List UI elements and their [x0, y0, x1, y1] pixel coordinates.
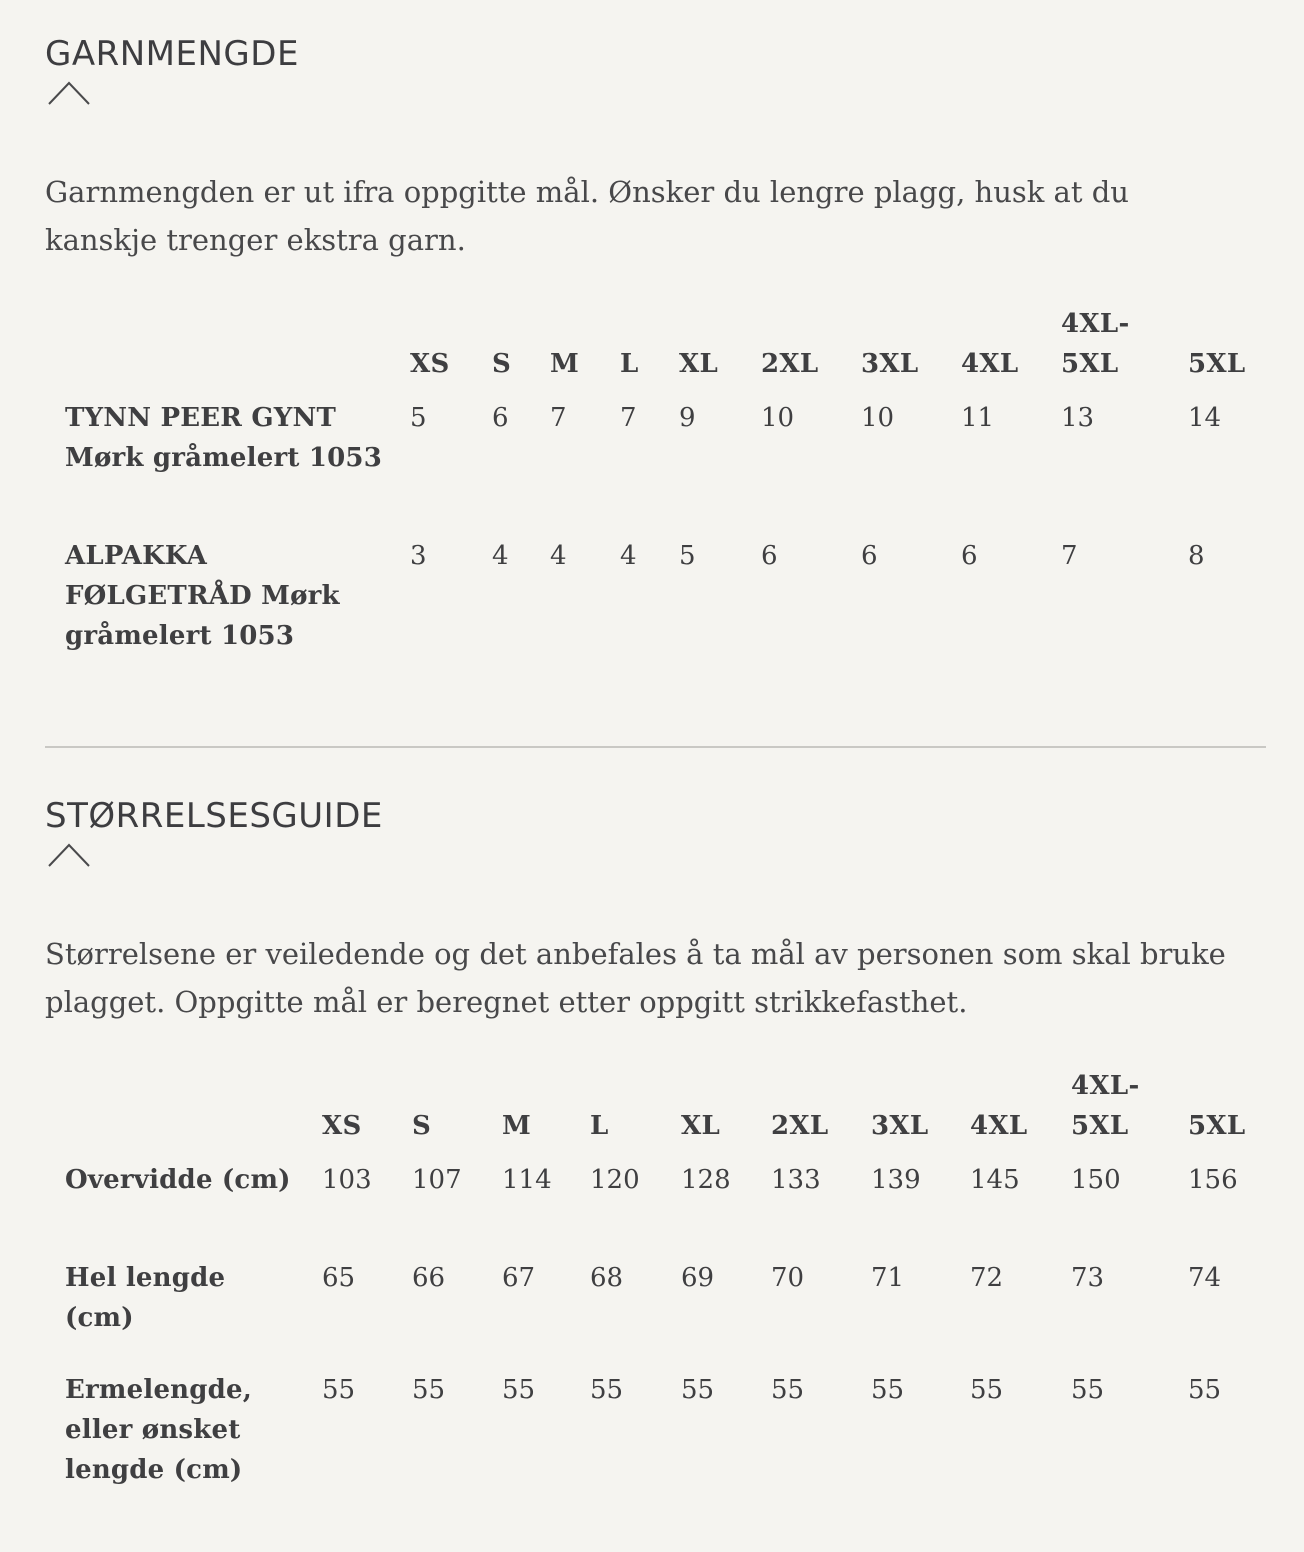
yarn-cell: 7 — [620, 403, 637, 433]
size-guide-table — [45, 1060, 1266, 1500]
size-header: M — [502, 1111, 532, 1141]
size-cell: 139 — [871, 1165, 921, 1195]
chevron-up-icon[interactable] — [47, 80, 91, 106]
yarn-cell: 10 — [861, 403, 895, 433]
size-cell: 69 — [681, 1263, 715, 1293]
size-guide-intro-text: Størrelsene er veiledende og det anbefales å ta mål av personen som skal bruke plagget. Oppgitte mål er beregnet etter oppgitt strikkefasthet. — [45, 937, 1226, 1019]
yarn-cell: 4 — [492, 541, 509, 571]
yarn-cell: 3 — [410, 541, 427, 571]
size-header: 3XL — [871, 1111, 929, 1141]
yarn-size-header: 4XL — [961, 349, 1019, 379]
yarn-cell: 4 — [550, 541, 567, 571]
size-cell: 55 — [590, 1375, 624, 1405]
section-divider — [45, 746, 1266, 748]
size-cell: 133 — [771, 1165, 821, 1195]
yarn-cell: 10 — [761, 403, 795, 433]
size-row-label: Ermelengde, eller ønsket lengde (cm) — [65, 1375, 253, 1485]
yarn-size-header: 5XL — [1188, 349, 1246, 379]
size-cell: 55 — [502, 1375, 536, 1405]
yarn-section-title[interactable]: GARNMENGDE — [45, 34, 299, 74]
size-cell: 128 — [681, 1165, 731, 1195]
yarn-size-header: 3XL — [861, 349, 919, 379]
yarn-row-label: ALPAKKA FØLGETRÅD Mørk gråmelert 1053 — [65, 541, 340, 651]
yarn-row-label: TYNN PEER GYNT Mørk gråmelert 1053 — [65, 403, 383, 473]
size-cell: 55 — [322, 1375, 356, 1405]
yarn-cell: 4 — [620, 541, 637, 571]
size-row-label: Hel lengde (cm) — [65, 1263, 226, 1333]
yarn-intro-text: Garnmengden er ut ifra oppgitte mål. Ønsker du lengre plagg, husk at du kanskje trenger ekstra garn. — [45, 175, 1129, 257]
yarn-size-header: M — [550, 349, 580, 379]
yarn-cell: 7 — [1061, 541, 1078, 571]
size-header: 5XL — [1188, 1111, 1246, 1141]
size-cell: 55 — [412, 1375, 446, 1405]
size-header: 4XL — [970, 1111, 1028, 1141]
size-cell: 145 — [970, 1165, 1020, 1195]
yarn-cell: 5 — [410, 403, 427, 433]
yarn-section — [45, 0, 1266, 740]
size-header-row — [45, 1060, 1266, 1146]
size-cell: 73 — [1071, 1263, 1105, 1293]
yarn-cell: 6 — [492, 403, 509, 433]
table-row — [45, 384, 1266, 536]
yarn-cell: 11 — [961, 403, 995, 433]
size-cell: 55 — [1071, 1375, 1105, 1405]
chevron-up-icon[interactable] — [47, 842, 91, 868]
size-guide-section — [45, 760, 1266, 1552]
size-header: S — [412, 1111, 432, 1141]
size-cell: 55 — [970, 1375, 1004, 1405]
yarn-cell: 6 — [861, 541, 878, 571]
yarn-size-header: XS — [410, 349, 450, 379]
size-cell: 70 — [771, 1263, 805, 1293]
size-header: 4XL-5XL — [1071, 1071, 1140, 1141]
size-cell: 156 — [1188, 1165, 1238, 1195]
size-cell: 120 — [590, 1165, 640, 1195]
size-row-label: Overvidde (cm) — [65, 1165, 291, 1195]
yarn-size-header: 2XL — [761, 349, 819, 379]
size-header: 2XL — [771, 1111, 829, 1141]
size-cell: 103 — [322, 1165, 372, 1195]
table-row — [45, 536, 1266, 676]
yarn-cell: 7 — [550, 403, 567, 433]
size-cell: 114 — [502, 1165, 552, 1195]
yarn-cell: 6 — [761, 541, 778, 571]
yarn-size-header: XL — [679, 349, 719, 379]
size-cell: 72 — [970, 1263, 1004, 1293]
size-cell: 150 — [1071, 1165, 1121, 1195]
yarn-header-row — [45, 298, 1266, 384]
yarn-cell: 5 — [679, 541, 696, 571]
size-cell: 65 — [322, 1263, 356, 1293]
size-cell: 67 — [502, 1263, 536, 1293]
table-row — [45, 1370, 1266, 1500]
table-row — [45, 1258, 1266, 1370]
size-header: XS — [322, 1111, 362, 1141]
yarn-cell: 14 — [1188, 403, 1222, 433]
yarn-size-header: 4XL-5XL — [1061, 309, 1130, 379]
size-cell: 68 — [590, 1263, 624, 1293]
size-cell: 66 — [412, 1263, 446, 1293]
size-cell: 55 — [681, 1375, 715, 1405]
yarn-size-header: L — [620, 349, 639, 379]
size-cell: 55 — [771, 1375, 805, 1405]
yarn-cell: 13 — [1061, 403, 1095, 433]
table-row — [45, 1146, 1266, 1258]
size-cell: 55 — [871, 1375, 905, 1405]
yarn-cell: 9 — [679, 403, 696, 433]
yarn-cell: 6 — [961, 541, 978, 571]
size-cell: 74 — [1188, 1263, 1222, 1293]
yarn-cell: 8 — [1188, 541, 1205, 571]
size-header-empty — [45, 1060, 322, 1146]
size-guide-title[interactable]: STØRRELSESGUIDE — [45, 796, 383, 836]
yarn-header-empty — [45, 298, 410, 384]
size-cell: 55 — [1188, 1375, 1222, 1405]
size-header: L — [590, 1111, 609, 1141]
size-cell: 71 — [871, 1263, 905, 1293]
size-header: XL — [681, 1111, 721, 1141]
yarn-table — [45, 298, 1266, 676]
size-cell: 107 — [412, 1165, 462, 1195]
yarn-size-header: S — [492, 349, 512, 379]
